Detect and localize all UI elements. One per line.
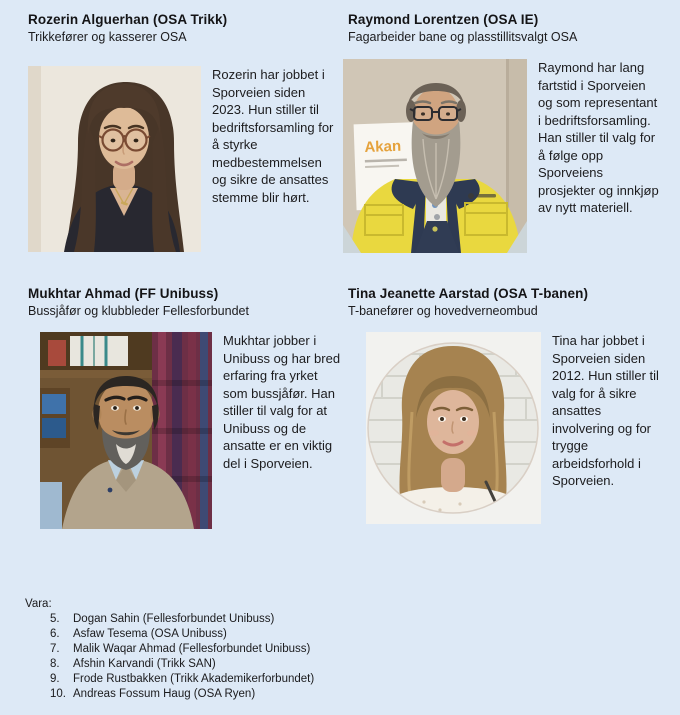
- vara-label: Vara:: [25, 598, 52, 610]
- profile-description: Mukhtar jobber i Unibuss og har bred erfaring fra yrket som bussjåfør. Han stiller til valg for at Unibuss og de ansatte er en viktig del i Sporveien.: [223, 333, 341, 471]
- vara-item-number: 10.: [50, 688, 66, 700]
- profile-media: [348, 59, 660, 253]
- profile-card-raymond: [348, 12, 660, 253]
- vara-item-text: Andreas Fossum Haug (OSA Ryen): [73, 688, 256, 700]
- vara-item-number: 6.: [50, 628, 60, 640]
- portrait-rozerin-illustration: [28, 66, 201, 252]
- profile-media: [28, 66, 348, 252]
- profile-name: Rozerin Alguerhan (OSA Trikk): [28, 12, 228, 27]
- vara-item-text: Frode Rustbakken (Trikk Akademikerforbundet): [73, 673, 315, 685]
- profile-role: Trikkefører og kasserer OSA: [28, 30, 187, 44]
- profile-card-mukhtar: [28, 286, 348, 529]
- profile-name: Mukhtar Ahmad (FF Unibuss): [28, 286, 219, 301]
- vara-item-text: Malik Waqar Ahmad (Fellesforbundet Unibuss): [73, 643, 311, 655]
- portrait-mukhtar-illustration: [40, 332, 212, 529]
- profile-description: Rozerin har jobbet i Sporveien siden 2023. Hun stiller til bedriftsforsamling for å styrke medbestemmelsen og sikre de ansattes stemme blir hørt.: [212, 67, 334, 205]
- vara-item-text: Dogan Sahin (Fellesforbundet Unibuss): [73, 613, 275, 625]
- vara-item-text: Afshin Karvandi (Trikk SAN): [73, 658, 216, 670]
- profile-name: Raymond Lorentzen (OSA IE): [348, 12, 539, 27]
- profile-photo-raymond: [343, 59, 527, 253]
- vara-item-text: Asfaw Tesema (OSA Unibuss): [73, 628, 227, 640]
- vara-item-number: 9.: [50, 673, 60, 685]
- profile-media: [28, 332, 348, 529]
- profile-description: Raymond har lang fartstid i Sporveien og som representant i bedriftsforsamling. Han stiller til valg for å følge opp Sporveiens prosjekter og innkjøp av nytt materiell.: [538, 60, 659, 215]
- vara-item: [25, 657, 314, 672]
- profile-role: Bussjåfør og klubbleder Fellesforbundet: [28, 304, 249, 318]
- profile-name: Tina Jeanette Aarstad (OSA T-banen): [348, 286, 589, 301]
- profile-role: Fagarbeider bane og plasstillitsvalgt OSA: [348, 30, 578, 44]
- vara-item-number: 8.: [50, 658, 60, 670]
- vara-item-number: 7.: [50, 643, 60, 655]
- vara-item: [25, 627, 314, 642]
- vara-item: [25, 687, 314, 702]
- vara-item: [25, 672, 314, 687]
- profile-role: T-banefører og hovedverneombud: [348, 304, 538, 318]
- profile-photo-mukhtar: [40, 332, 212, 529]
- vara-section: [25, 597, 314, 702]
- vara-item-number: 5.: [50, 613, 60, 625]
- vara-item: [25, 642, 314, 657]
- profile-media: [348, 332, 660, 524]
- profile-card-tina: [348, 286, 660, 529]
- vara-list: [25, 612, 314, 702]
- profile-description: Tina har jobbet i Sporveien siden 2012. Hun stiller til valg for å sikre ansattes involvering og for trygge arbeidsforhold i Sporveien.: [552, 333, 659, 488]
- profile-photo-tina: [366, 332, 541, 524]
- akan-poster-text: Akan: [364, 137, 402, 156]
- portrait-tina-illustration: [366, 332, 541, 524]
- profile-photo-rozerin: [28, 66, 201, 252]
- vara-item: [25, 612, 314, 627]
- profiles-grid: [28, 12, 660, 529]
- profile-card-rozerin: [28, 12, 348, 253]
- portrait-raymond-illustration: [343, 59, 527, 253]
